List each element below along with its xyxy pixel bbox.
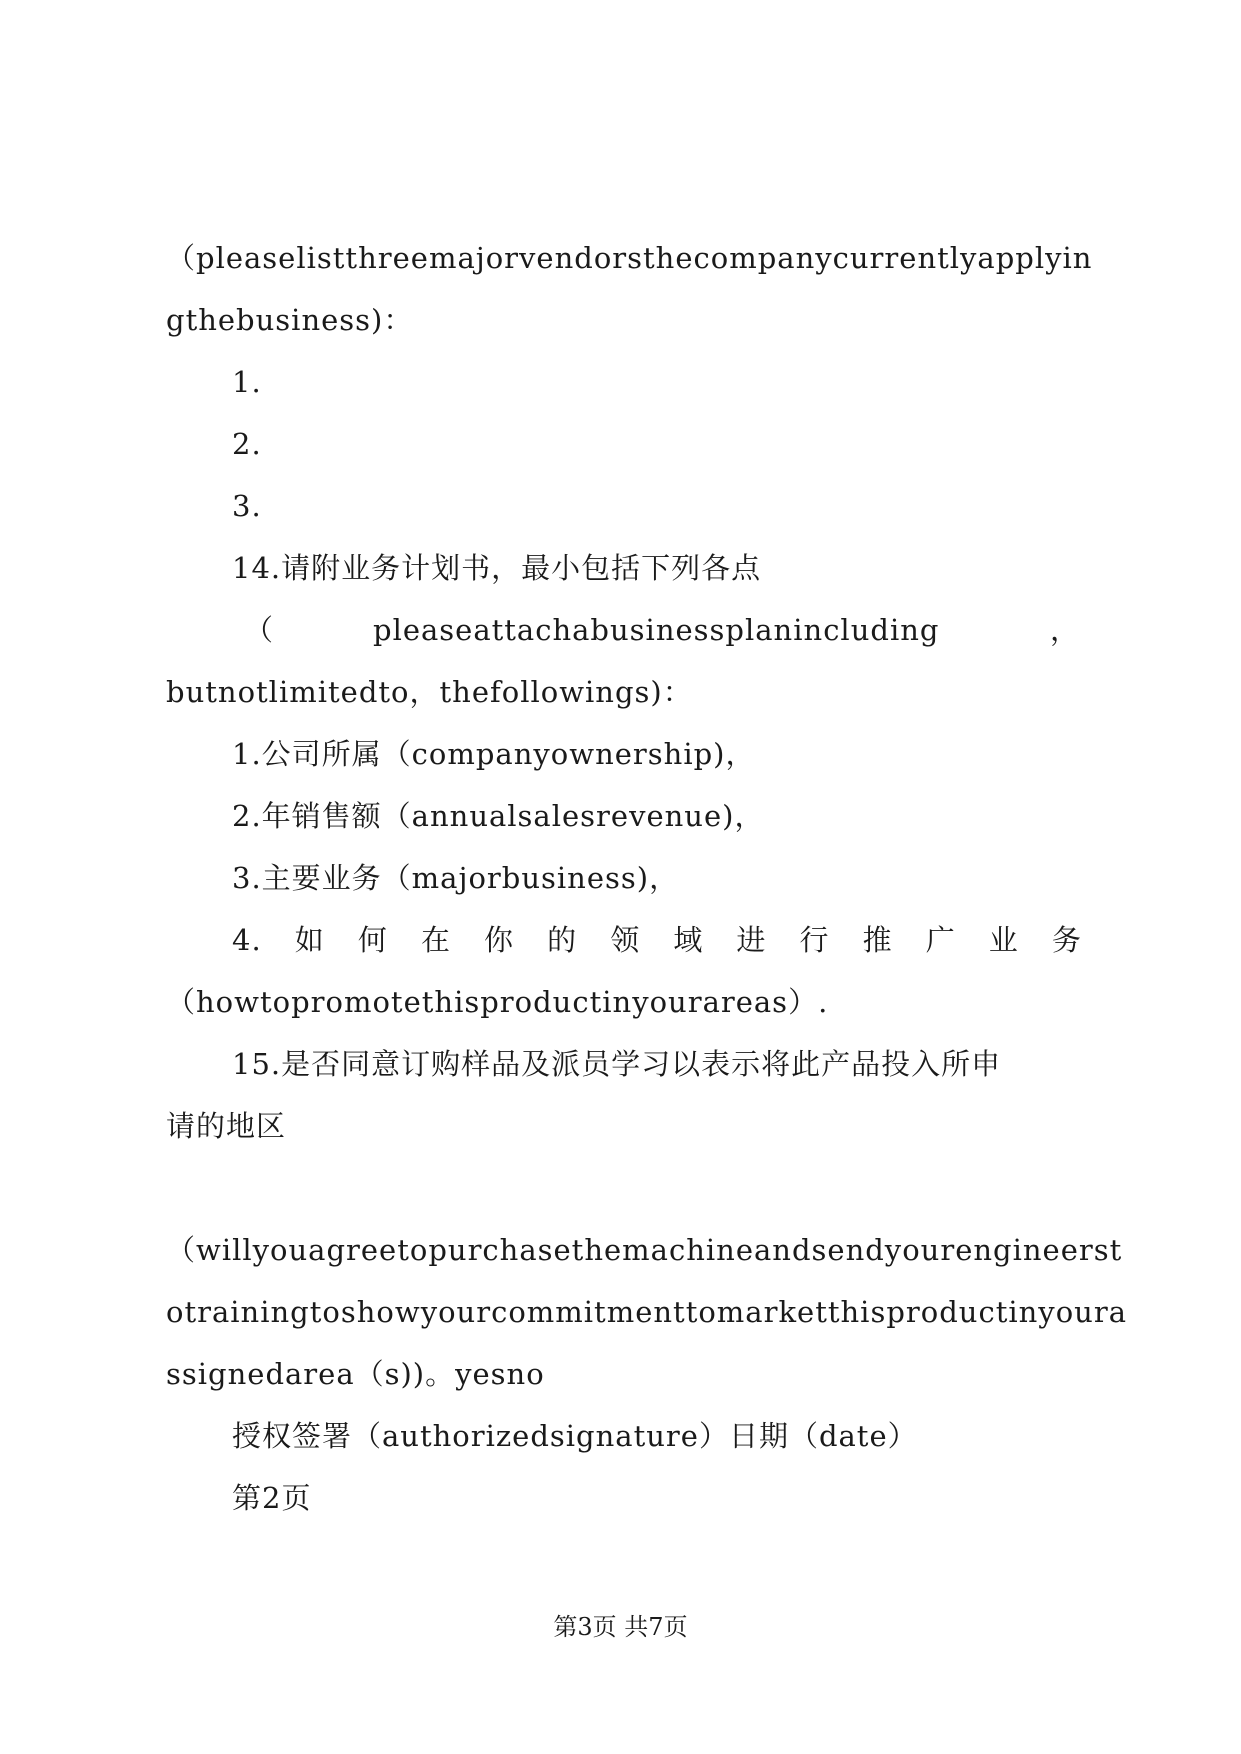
text-line: （howtopromotethisproductinyourareas）. [166, 985, 829, 1019]
text-line: （willyouagreetopurchasethemachineandsendyourengineerst [166, 1233, 1123, 1267]
text-fragment: （ [244, 613, 275, 647]
text-fragment: 推 [862, 923, 893, 957]
list-item-justified [232, 920, 1082, 960]
text-line: ssignedarea（s))。yesno [166, 1357, 545, 1391]
text-fragment: 你 [484, 923, 515, 957]
text-fragment: 领 [610, 923, 641, 957]
text-line: otrainingtoshowyourcommitmenttomarketthisproductinyoura [166, 1295, 1127, 1329]
list-number: 3. [232, 489, 262, 523]
text-fragment: 广 [925, 923, 956, 957]
section-heading: 15.是否同意订购样品及派员学习以表示将此产品投入所申 [232, 1047, 1002, 1081]
page-label: 第2页 [232, 1481, 312, 1515]
signature-line: 授权签署（authorizedsignature）日期（date） [232, 1419, 918, 1453]
text-fragment: 务 [1051, 923, 1082, 957]
text-fragment: 的 [547, 923, 578, 957]
list-item: 3.主要业务（majorbusiness)， [232, 861, 680, 895]
text-fragment: 行 [799, 923, 830, 957]
text-fragment: 进 [736, 923, 767, 957]
text-fragment: 业 [988, 923, 1019, 957]
text-fragment: 4. [232, 923, 262, 957]
text-fragment: 在 [420, 923, 451, 957]
list-number: 2. [232, 427, 262, 461]
list-item: 2.年销售额（annualsalesrevenue)， [232, 799, 765, 833]
text-fragment: 如 [294, 923, 325, 957]
section-heading: 14.请附业务计划书，最小包括下列各点 [232, 551, 762, 585]
text-fragment: 何 [357, 923, 388, 957]
list-number: 1. [232, 365, 262, 399]
page-footer: 第3页 共7页 [553, 1613, 688, 1641]
text-fragment: 域 [673, 923, 704, 957]
text-line: butnotlimitedto，thefollowings)： [166, 675, 693, 709]
text-fragment: pleaseattachabusinessplanincluding [373, 613, 940, 647]
text-line: gthebusiness)： [166, 303, 414, 337]
text-fragment: ， [1050, 613, 1081, 647]
text-line: 请的地区 [166, 1109, 287, 1143]
text-line: （pleaselistthreemajorvendorsthecompanycurrentlyapplyin [166, 241, 1093, 275]
list-item: 1.公司所属（companyownership)， [232, 737, 756, 771]
